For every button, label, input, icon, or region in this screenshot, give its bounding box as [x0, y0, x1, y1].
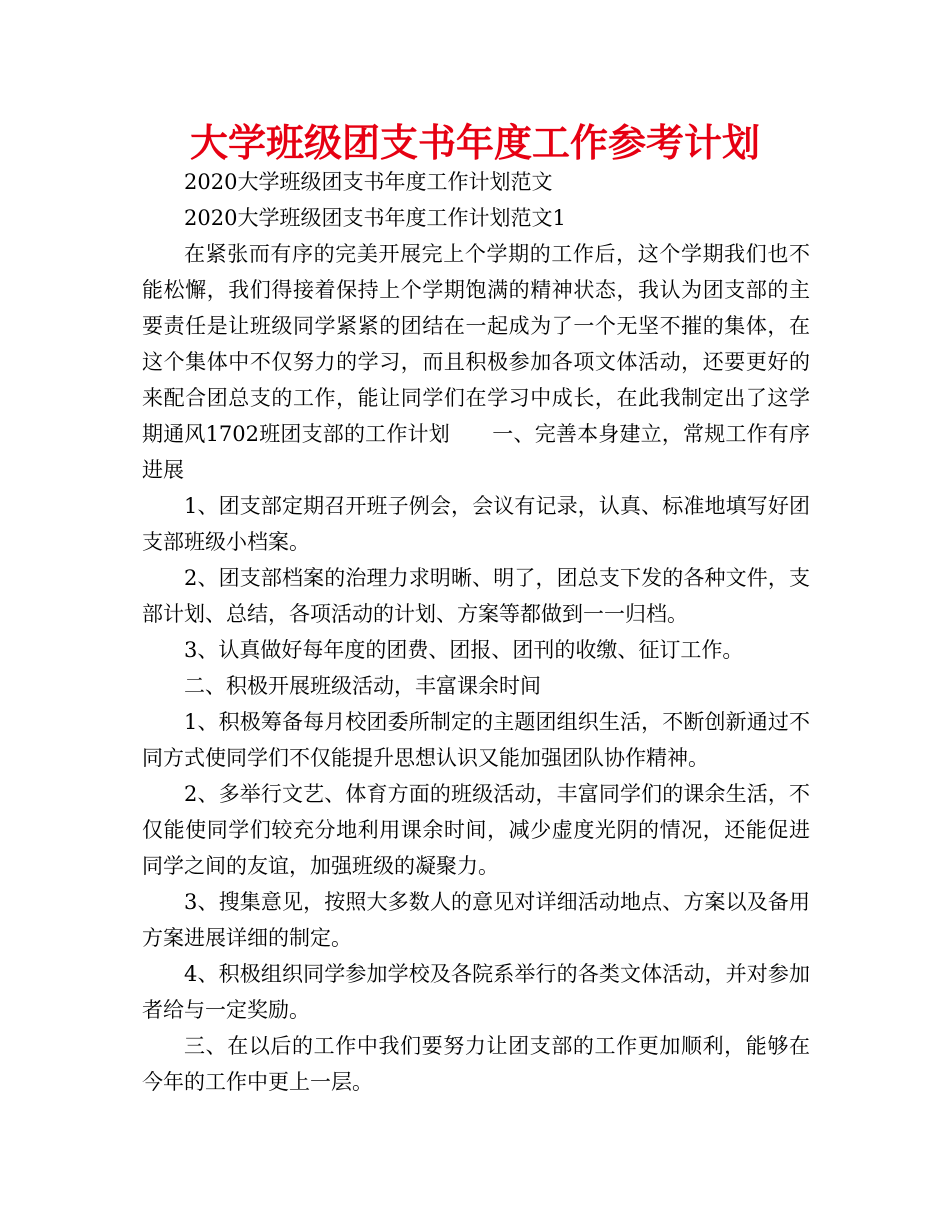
section-heading-3: 三、在以后的工作中我们要努力让团支部的工作更加顺利，能够在今年的工作中更上一层。	[142, 1034, 810, 1094]
paragraph-item-1-2: 2、团支部档案的治理力求明晰、明了，团总支下发的各种文件，支部计划、总结，各项活动的计划、方案等都做到一一归档。	[142, 566, 810, 626]
paragraph-item-2-2: 2、多举行文艺、体育方面的班级活动，丰富同学们的课余生活，不仅能使同学们较充分地利用课余时间，减少虚度光阴的情况，还能促进同学之间的友谊，加强班级的凝聚力。	[142, 782, 810, 878]
paragraph-item-1-3: 3、认真做好每年度的团费、团报、团刊的收缴、征订工作。	[184, 638, 744, 662]
paragraph-heading-1: 2020大学班级团支书年度工作计划范文	[184, 170, 553, 194]
section-heading-2: 二、积极开展班级活动，丰富课余时间	[184, 674, 541, 698]
paragraph-heading-2: 2020大学班级团支书年度工作计划范文1	[184, 206, 566, 230]
paragraph-item-2-4: 4、积极组织同学参加学校及各院系举行的各类文体活动，并对参加者给与一定奖励。	[142, 962, 810, 1022]
document-title: 大学班级团支书年度工作参考计划	[189, 121, 760, 165]
paragraph-intro: 在紧张而有序的完美开展完上个学期的工作后，这个学期我们也不能松懈，我们得接着保持上个学期饱满的精神状态，我认为团支部的主要责任是让班级同学紧紧的团结在一起成为了一个无坚不摧的集体，在这个集体中不仅努力的学习，而且积极参加各项文体活动，还要更好的来配合团总支的工作，能让同学们在学习中成长，在此我制定出了这学期通风1702班团支部的工作计划 一、完善本身建立，常规工作有序进展	[142, 242, 810, 482]
paragraph-item-2-1: 1、积极筹备每月校团委所制定的主题团组织生活，不断创新通过不同方式使同学们不仅能提升思想认识又能加强团队协作精神。	[142, 710, 810, 770]
paragraph-item-2-3: 3、搜集意见，按照大多数人的意见对详细活动地点、方案以及备用方案进展详细的制定。	[142, 890, 810, 950]
paragraph-item-1-1: 1、团支部定期召开班子例会，会议有记录，认真、标准地填写好团支部班级小档案。	[142, 494, 810, 554]
document-body	[142, 164, 810, 1100]
